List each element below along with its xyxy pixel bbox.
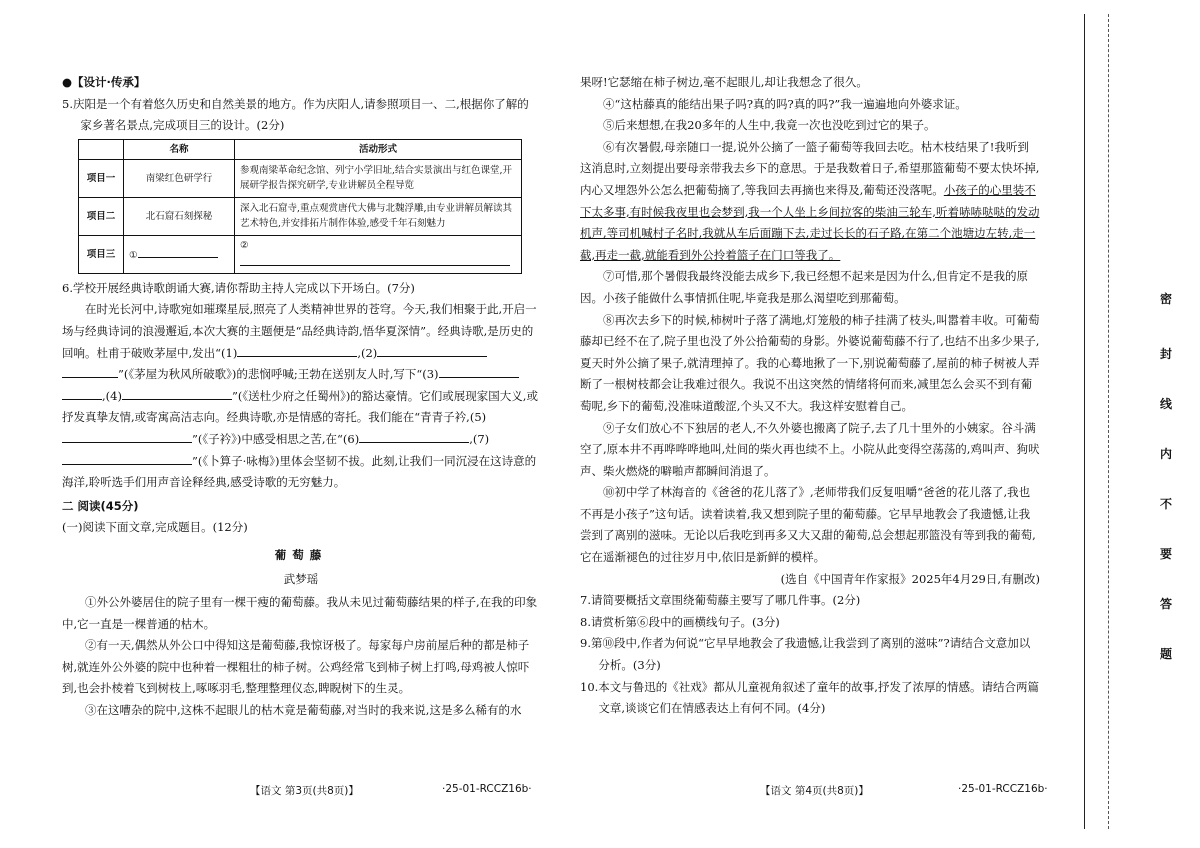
fill-blank[interactable] (62, 387, 102, 400)
table-header-row (79, 139, 522, 159)
seal-char: 答 (1160, 597, 1173, 611)
seal-char: 密 (1160, 292, 1173, 306)
row-label: 项目二 (79, 197, 124, 235)
row-label: 项目一 (79, 159, 124, 197)
question-6: 6.学校开展经典诗歌朗诵大赛,请你帮助主持人完成以下开场白。(7分) (62, 280, 415, 295)
binding-line (1084, 14, 1085, 829)
question-7: 7.请简要概括文章围绕葡萄藤主要写了哪几件事。(2分) (580, 593, 861, 608)
row-form: 深入北石窟寺,重点观赏唐代大佛与北魏浮雕,由专业讲解员解读其艺术特色,并安排拓片制作体验,感受千年石刻魅力 (235, 197, 522, 235)
article-author: 武梦瑶 (283, 571, 319, 586)
table-row (79, 197, 522, 235)
seal-line (1108, 14, 1110, 829)
table-row (79, 235, 522, 273)
row-label: 项目三 (79, 235, 124, 273)
question-10: 10.本文与鲁迅的《社戏》都从儿童视角叙述了童年的故事,抒发了浓厚的情感。请结合两篇文章,谈谈它们在情感表达上有何不同。(4分) (580, 679, 1039, 716)
paragraph-1: ①外公外婆居住的院子里有一棵干瘦的葡萄藤。我从未见过葡萄藤结果的样子,在我的印象中,它一直是一棵普通的枯木。 (62, 595, 538, 631)
project-table (78, 139, 522, 274)
row-name: 南梁红色研学行 (124, 159, 235, 197)
footer-code-right: ·25-01-RCCZ16b· (958, 783, 1048, 795)
question-8: 8.请赏析第⑥段中的画横线句子。(3分) (580, 614, 780, 629)
left-page (62, 72, 540, 722)
paragraph-3: ③在这嘈杂的院中,这株不起眼儿的枯木竟是葡萄藤,对当时的我来说,这是多么稀有的水 (85, 703, 522, 718)
question-5: 5.庆阳是一个有着悠久历史和自然美景的地方。作为庆阳人,请参照项目一、二,根据你了解的家乡著名景点,完成项目三的设计。(2分) (62, 96, 529, 133)
section-heading: ●【设计·传承】 (62, 75, 146, 89)
seal-char: 内 (1160, 447, 1173, 461)
fill-blank[interactable] (122, 387, 232, 400)
article-title: 葡萄藤 (274, 547, 328, 562)
fill-blank[interactable] (359, 430, 469, 443)
footer-page-right: 【语文 第4页(共8页)】 (760, 785, 869, 797)
table-header-form: 活动形式 (235, 139, 522, 159)
paragraph-5: ⑤后来想想,在我20多年的人生中,我竟一次也没吃到过它的果子。 (603, 118, 936, 133)
table-header-blank (79, 139, 124, 159)
paragraph-3-cont: 果呀!它瑟缩在柿子树边,毫不起眼儿,却让我想念了很久。 (580, 75, 868, 89)
fill-blank[interactable] (62, 430, 192, 443)
paragraph-8: ⑧再次去乡下的时候,柿树叶子落了满地,灯笼般的柿子挂满了枝头,叫嚣着丰收。可葡萄藤却已经不在了,院子里也没了外公拾葡萄的身影。外婆说葡萄藤不行了,也结不出多少果子,夏天时外公摘了果子,就清理掉了。我的心蓦地揪了一下,别说葡萄藤了,屋前的柿子树被人弄断了一根树枝都会让我难过很久。我说不出这突然的情绪将何而来,减里怎么会买不到有葡萄呢,乡下的葡萄,没准味道酸涩,个头又不大。我这样安慰着自己。 (580, 312, 1040, 413)
fill-blank[interactable] (62, 452, 192, 465)
row-form: 参观南梁革命纪念馆、列宁小学旧址,结合实景演出与红色课堂,开展研学报告探究研学,专业讲解员全程导览 (235, 159, 522, 197)
answer-blank-2[interactable]: ② (235, 235, 522, 273)
seal-char: 不 (1160, 497, 1173, 511)
seal-char: 题 (1160, 647, 1173, 661)
subsection-1: (一)阅读下面文章,完成题目。(12分) (62, 520, 248, 535)
paragraph-10: ⑩初中学了林海音的《爸爸的花儿落了》,老师带我们反复咀嚼“爸爸的花儿落了,我也不再是小孩子”这句话。读着读着,我又想到院子里的葡萄藤。它早早地教会了我遗憾,让我尝到了离别的滋味。无论以后我吃到再多又大又甜的葡萄,总会想起那篮没有等到我的葡萄,它在遥渐褪色的过往岁月中,依旧是新鲜的模样。 (580, 485, 1036, 565)
question-9: 9.第⑩段中,作者为何说“它早早地教会了我遗憾,让我尝到了离别的滋味”?请结合文意加以分析。(3分) (580, 636, 1031, 673)
paragraph-6: ⑥有次暑假,母亲随口一提,说外公摘了一篮子葡萄等我回去吃。枯木枝结果了!我听到这消息时,立刻提出要母亲带我去乡下的意思。于是我数着日子,希望那篮葡萄不要太快坏掉,内心又埋怨外公怎么把葡萄摘了,等我回去再摘也来得及,葡萄还没落呢。小孩子的心里装不下太多事,有时候我夜里也会梦到,我一个人坐上乡间拉客的柴油三轮车,听着哧哧哒哒的发动机声,等司机喊村子名时,我就从车后面蹦下去,走过长长的石子路,在第二个池塘边左转,走一截,再走一截,就能看到外公拎着篮子在门口等我了。 (580, 139, 1040, 262)
right-page (580, 72, 1040, 720)
table-row (79, 159, 522, 197)
paragraph-2: ②有一天,偶然从外公口中得知这是葡萄藤,我惊讶极了。每家每户房前屋后种的都是柿子树,就连外公外婆的院中也种着一棵粗壮的柿子树。公鸡经常飞到柿子树上打鸣,母鸡被人惊吓到,也会扑棱着飞到树枝上,啄啄羽毛,整理整理仪态,睥睨树下的生灵。 (62, 638, 530, 696)
row-name: 北石窟石刻探秘 (124, 197, 235, 235)
fill-blank[interactable] (237, 344, 357, 357)
paragraph-7: ⑦可惜,那个暑假我最终没能去成乡下,我已经想不起来是因为什么,但肯定不是我的原因。小孩子能做什么事情抓住呢,毕竟我是那么渴望吃到那葡萄。 (580, 269, 1028, 305)
table-header-name: 名称 (124, 139, 235, 159)
fill-blank[interactable] (377, 344, 487, 357)
seal-char: 线 (1160, 397, 1173, 411)
footer-page-left: 【语文 第3页(共8页)】 (250, 785, 359, 797)
seal-char: 封 (1160, 347, 1173, 361)
fill-blank[interactable] (439, 365, 519, 378)
section-2-heading: 二 阅读(45分) (62, 498, 139, 513)
seal-char: 要 (1160, 547, 1173, 561)
answer-blank-1[interactable]: ① (124, 235, 235, 273)
article-source: (选自《中国青年作家报》2025年4月29日,有删改) (780, 571, 1040, 586)
question-6-passage: 在时光长河中,诗歌宛如璀璨星辰,照亮了人类精神世界的苍穹。今天,我们相聚于此,开启一场与经典诗词的浪漫邂逅,本次大赛的主题便是“品经典诗韵,悟华夏深情”。经典诗歌,是历史的回响。杜甫于破败茅屋中,发出“(1) ,(2) ”(《茅屋为秋风所破歌》)的悲悯呼喊;王勃在送别友人时,写下“(3) ,(4) ”(《送杜少府之任蜀州》)的豁达豪情。它们或展现家国大义,或抒发真挚友情,或寄寓高洁志向。经典诗歌,亦是情感的寄托。我们能在“青青子衿,(5)”(《子衿》)中感受相思之苦,在“(6) ,(7)”(《卜算子·咏梅》)里体会坚韧不拔。此刻,让我们一同沉浸在这诗意的海洋,聆听选手们用声音诠释经典,感受诗歌的无穷魅力。 (62, 302, 538, 490)
underlined-sentence: 小孩子的心里装不下太多事,有时候我夜里也会梦到,我一个人坐上乡间拉客的柴油三轮车,听着哧哧哒哒的发动机声,等司机喊村子名时,我就从车后面蹦下去,走过长长的石子路,在第二个池塘边左转,走一截,再走一截,就能看到外公拎着篮子在门口等我了。 (580, 182, 1040, 262)
footer-code-left: ·25-01-RCCZ16b· (442, 783, 532, 795)
fill-blank[interactable] (62, 365, 118, 378)
paragraph-9: ⑨子女们放心不下独居的老人,不久外婆也搬离了院子,去了几十里外的小姨家。谷斗满空了,原本井不再哗哗哗地叫,灶间的柴火再也续不上。小院从此变得空荡荡的,鸡叫声、狗吠声、柴火燃烧的噼啪声都瞬间消退了。 (580, 420, 1040, 478)
paragraph-4: ④“这枯藤真的能结出果子吗?真的吗?真的吗?”我一遍遍地向外婆求证。 (603, 96, 967, 111)
